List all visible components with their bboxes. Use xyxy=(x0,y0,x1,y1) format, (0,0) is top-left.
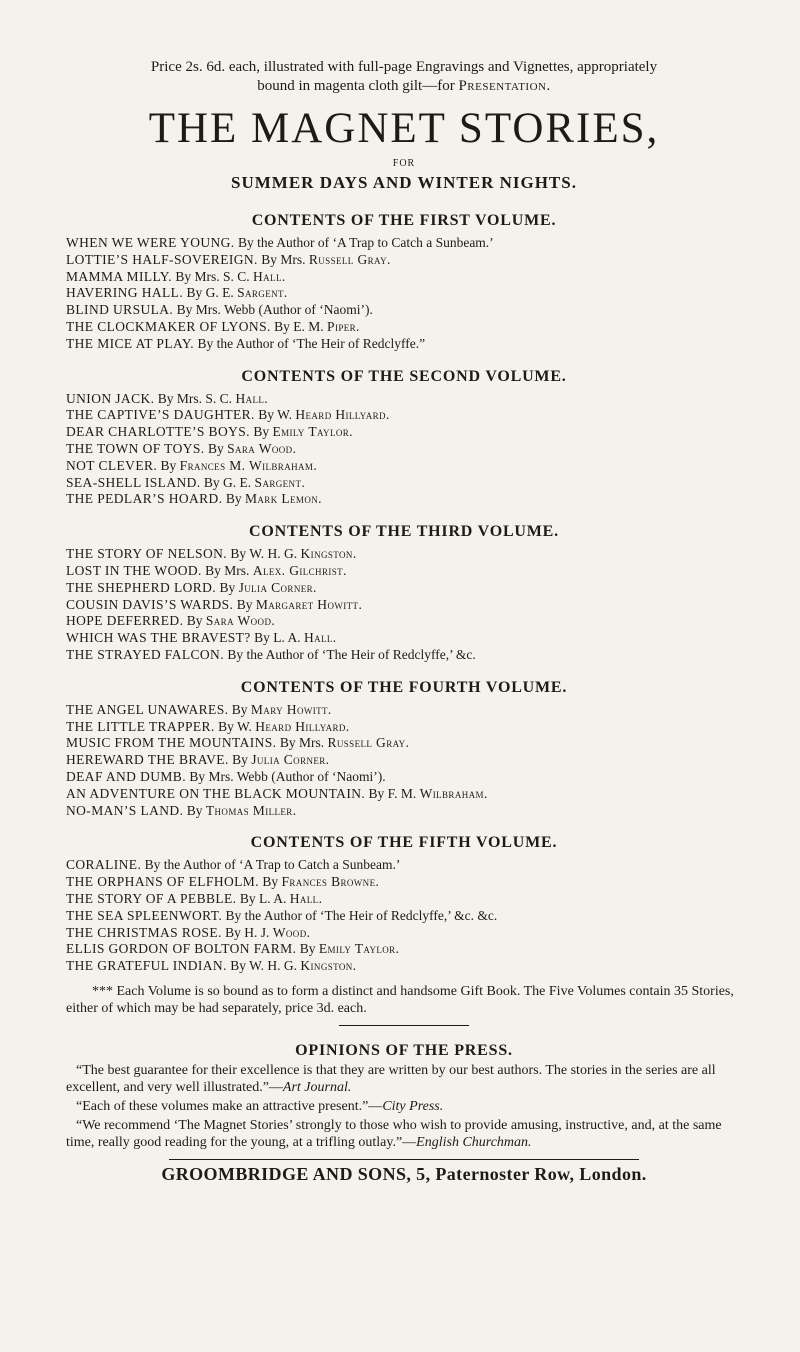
story-author: Sargent. xyxy=(254,474,306,490)
story-title: WHICH WAS THE BRAVEST? xyxy=(66,630,251,646)
story-byline: By W. H. G. xyxy=(230,546,298,562)
story-author: Heard Hillyard. xyxy=(295,407,390,423)
story-list xyxy=(66,391,742,509)
story-byline: By xyxy=(186,802,203,818)
story-author: Wood. xyxy=(272,924,311,940)
story-entry xyxy=(66,546,742,563)
story-author: Frances Browne. xyxy=(281,874,380,890)
story-author: Russell Gray. xyxy=(308,251,391,267)
story-byline: By W. xyxy=(258,407,292,423)
story-entry xyxy=(66,719,742,736)
story-title: HOPE DEFERRED. xyxy=(66,613,184,629)
story-title: LOST IN THE WOOD. xyxy=(66,562,202,578)
story-entry xyxy=(66,252,742,269)
story-entry xyxy=(66,391,742,408)
story-entry xyxy=(66,613,742,630)
for-word: FOR xyxy=(392,158,416,169)
story-entry xyxy=(66,336,742,353)
story-author: Sara Wood. xyxy=(205,613,276,629)
story-title: THE ORPHANS OF ELFHOLM. xyxy=(66,874,259,890)
story-author: Russell Gray. xyxy=(327,735,410,751)
quote-source: English Churchman. xyxy=(416,1134,532,1150)
story-entry xyxy=(66,424,742,441)
story-byline: By Mrs. Webb (Author of ‘Naomi’). xyxy=(189,768,386,784)
story-byline: By L. A. xyxy=(254,630,301,646)
story-byline: By xyxy=(225,491,242,507)
story-list xyxy=(66,702,742,820)
story-byline: By G. E. xyxy=(203,474,252,490)
story-entry xyxy=(66,597,742,614)
advertisement-page xyxy=(66,58,742,1185)
story-title: THE SHEPHERD LORD. xyxy=(66,579,217,595)
volume-heading: CONTENTS OF THE FOURTH VOLUME. xyxy=(240,678,568,696)
story-entry xyxy=(66,647,742,664)
story-author: Mark Lemon. xyxy=(245,491,322,507)
story-entry xyxy=(66,441,742,458)
story-title: THE STRAYED FALCON. xyxy=(66,646,224,662)
volume-section xyxy=(66,678,742,820)
story-entry xyxy=(66,475,742,492)
story-entry xyxy=(66,235,742,252)
volume-heading: CONTENTS OF THE FIFTH VOLUME. xyxy=(250,834,558,852)
presentation-word: Presentation. xyxy=(458,78,551,94)
story-entry xyxy=(66,491,742,508)
story-list xyxy=(66,857,742,975)
publisher-imprint: GROOMBRIDGE AND SONS, 5, Paternoster Row, London. xyxy=(161,1163,647,1184)
story-title: MAMMA MILLY. xyxy=(66,268,172,284)
story-byline: By Mrs. Webb (Author of ‘Naomi’). xyxy=(176,302,373,318)
story-title: COUSIN DAVIS’S WARDS. xyxy=(66,596,234,612)
story-author: Emily Taylor. xyxy=(272,424,353,440)
story-list xyxy=(66,235,742,353)
story-entry xyxy=(66,958,742,975)
press-quote xyxy=(66,1062,742,1096)
divider-rule xyxy=(339,1025,469,1026)
press-heading: OPINIONS OF THE PRESS. xyxy=(295,1041,513,1059)
story-entry xyxy=(66,319,742,336)
story-byline: By xyxy=(299,941,316,957)
story-title: AN ADVENTURE ON THE BLACK MOUNTAIN. xyxy=(66,785,366,801)
volume-section xyxy=(66,367,742,509)
story-byline: By the Author of ‘The Heir of Redclyffe,’ &c. &c. xyxy=(225,907,498,923)
story-byline: By the Author of ‘The Heir of Redclyffe.” xyxy=(197,335,426,351)
story-author: Margaret Howitt. xyxy=(255,596,363,612)
story-byline: By W. H. G. xyxy=(230,958,297,974)
story-byline: By the Author of ‘The Heir of Redclyffe,’ &c. xyxy=(227,646,476,662)
story-entry xyxy=(66,908,742,925)
story-title: THE SEA SPLEENWORT. xyxy=(66,907,223,923)
story-entry xyxy=(66,891,742,908)
story-title: THE STORY OF NELSON. xyxy=(66,546,228,562)
volume-heading: CONTENTS OF THE THIRD VOLUME. xyxy=(249,523,559,541)
story-entry xyxy=(66,269,742,286)
story-byline: By xyxy=(236,596,253,612)
story-byline: By Mrs. xyxy=(279,735,325,751)
volumes-list xyxy=(66,211,742,975)
page-subtitle: SUMMER DAYS AND WINTER NIGHTS. xyxy=(231,173,577,192)
press-quote xyxy=(66,1098,742,1115)
story-entry xyxy=(66,803,742,820)
story-entry xyxy=(66,302,742,319)
story-title: HEREWARD THE BRAVE. xyxy=(66,752,229,768)
story-title: LOTTIE’S HALF-SOVEREIGN. xyxy=(66,251,258,267)
volume-section xyxy=(66,833,742,975)
story-byline: By F. M. xyxy=(368,785,417,801)
story-byline: By the Author of ‘A Trap to Catch a Sunbeam.’ xyxy=(237,235,494,250)
story-title: THE LITTLE TRAPPER. xyxy=(66,718,215,734)
story-author: Wilbraham. xyxy=(419,785,488,801)
story-author: Frances M. Wilbraham. xyxy=(179,457,318,473)
story-title: DEAR CHARLOTTE’S BOYS. xyxy=(66,424,250,440)
story-author: Kingston. xyxy=(300,958,357,974)
story-title: BLIND URSULA. xyxy=(66,302,174,318)
story-entry xyxy=(66,857,742,874)
volume-section xyxy=(66,211,742,353)
story-title: THE STORY OF A PEBBLE. xyxy=(66,890,237,906)
story-byline: By xyxy=(262,874,279,890)
story-byline: By Mrs. S. C. xyxy=(157,390,233,406)
imprint-rule xyxy=(169,1159,639,1160)
price-line-2: bound in magenta cloth gilt—for xyxy=(257,78,459,94)
story-title: SEA-SHELL ISLAND. xyxy=(66,474,201,490)
story-byline: By the Author of ‘A Trap to Catch a Sunbeam.’ xyxy=(144,857,401,873)
press-quote xyxy=(66,1117,742,1151)
story-byline: By xyxy=(253,424,270,440)
story-byline: By E. M. xyxy=(274,318,324,334)
story-author: Hall. xyxy=(303,630,337,646)
story-byline: By xyxy=(186,613,203,629)
story-entry xyxy=(66,630,742,647)
story-entry xyxy=(66,407,742,424)
story-entry xyxy=(66,580,742,597)
story-title: NOT CLEVER. xyxy=(66,457,158,473)
quote-text: “We recommend ‘The Magnet Stories’ strongly to those who wish to provide amusing, instructive, and, at the same time, really good reading for the young, at a trifling outlay.”— xyxy=(66,1117,722,1150)
price-line-1: Price 2s. 6d. each, illustrated with full-page Engravings and Vignettes, appropriately xyxy=(150,59,658,75)
story-byline: By G. E. xyxy=(186,285,234,301)
volume-heading: CONTENTS OF THE SECOND VOLUME. xyxy=(241,367,567,385)
story-title: ELLIS GORDON OF BOLTON FARM. xyxy=(66,941,297,957)
story-author: Emily Taylor. xyxy=(318,941,400,957)
story-title: THE TOWN OF TOYS. xyxy=(66,440,205,456)
quote-text: “The best guarantee for their excellence is that they are written by our best authors. The stories in the series are all excellent, and very well illustrated.”— xyxy=(66,1062,716,1095)
price-notice xyxy=(66,58,742,96)
story-entry xyxy=(66,563,742,580)
story-title: MUSIC FROM THE MOUNTAINS. xyxy=(66,735,277,751)
story-author: Heard Hillyard. xyxy=(255,718,350,734)
story-author: Julia Corner. xyxy=(251,752,330,768)
story-byline: By H. J. xyxy=(225,924,270,940)
story-byline: By Mrs. xyxy=(261,251,306,267)
story-title: THE ANGEL UNAWARES. xyxy=(66,701,229,717)
story-author: Sargent. xyxy=(237,285,288,301)
story-entry xyxy=(66,735,742,752)
volume-section xyxy=(66,522,742,664)
story-author: Hall. xyxy=(253,268,286,284)
press-quotes xyxy=(66,1062,742,1151)
story-entry xyxy=(66,458,742,475)
story-byline: By xyxy=(160,457,177,473)
story-title: THE PEDLAR’S HOARD. xyxy=(66,491,223,507)
story-entry xyxy=(66,925,742,942)
story-title: WHEN WE WERE YOUNG. xyxy=(66,235,235,250)
story-byline: By xyxy=(231,701,248,717)
story-entry xyxy=(66,874,742,891)
story-title: UNION JACK. xyxy=(66,390,155,406)
story-byline: By xyxy=(207,440,224,456)
story-entry xyxy=(66,752,742,769)
volume-heading: CONTENTS OF THE FIRST VOLUME. xyxy=(251,212,557,229)
story-list xyxy=(66,546,742,664)
story-title: NO-MAN’S LAND. xyxy=(66,802,184,818)
page-title: THE MAGNET STORIES, xyxy=(148,105,660,152)
story-byline: By xyxy=(219,579,236,595)
story-entry xyxy=(66,702,742,719)
story-title: DEAF AND DUMB. xyxy=(66,768,186,784)
story-author: Piper. xyxy=(327,318,360,334)
story-author: Hall. xyxy=(235,390,269,406)
story-byline: By xyxy=(232,752,248,768)
story-byline: By L. A. xyxy=(239,890,287,906)
story-author: Alex. Gilchrist. xyxy=(252,562,347,578)
story-byline: By Mrs. xyxy=(205,562,250,578)
story-title: HAVERING HALL. xyxy=(66,285,184,301)
story-title: CORALINE. xyxy=(66,857,142,873)
story-title: THE GRATEFUL INDIAN. xyxy=(66,958,227,974)
story-author: Mary Howitt. xyxy=(250,701,332,717)
story-title: THE CHRISTMAS ROSE. xyxy=(66,924,222,940)
quote-source: Art Journal. xyxy=(282,1079,352,1095)
story-title: THE CLOCKMAKER OF LYONS. xyxy=(66,318,271,334)
story-author: Kingston. xyxy=(300,546,357,562)
story-author: Thomas Miller. xyxy=(205,802,297,818)
story-byline: By Mrs. S. C. xyxy=(175,268,250,284)
volume-note: *** Each Volume is so bound as to form a distinct and handsome Gift Book. The Five Volumes contain 35 Stories, either of which may be had separately, price 3d. each. xyxy=(66,983,734,1016)
story-entry xyxy=(66,941,742,958)
quote-text: “Each of these volumes make an attractive present.”— xyxy=(76,1098,383,1114)
story-author: Julia Corner. xyxy=(238,579,317,595)
story-entry xyxy=(66,769,742,786)
story-author: Sara Wood. xyxy=(227,440,297,456)
story-title: THE MICE AT PLAY. xyxy=(66,335,195,351)
story-title: THE CAPTIVE’S DAUGHTER. xyxy=(66,407,255,423)
story-entry xyxy=(66,285,742,302)
quote-source: City Press. xyxy=(382,1098,444,1114)
story-entry xyxy=(66,786,742,803)
story-byline: By W. xyxy=(218,718,252,734)
story-author: Hall. xyxy=(289,890,323,906)
